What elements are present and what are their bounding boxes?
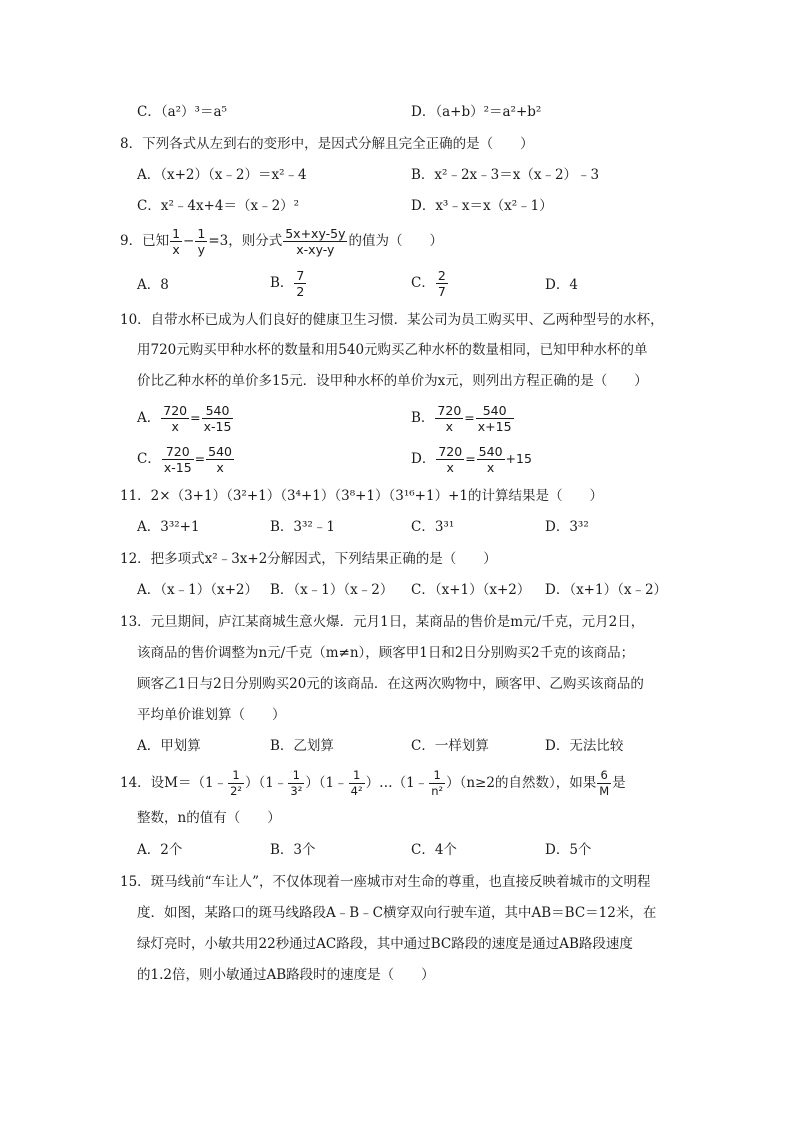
q7-option-d: D．（a+b）²＝a²+b² <box>411 104 542 120</box>
q15-line-2: 度．如图，某路口的斑马线路段A﹣B﹣C横穿双向行驶车道，其中AB＝BC＝12米，在 <box>137 905 657 921</box>
q7-option-c: C．（a²）³＝a⁵ <box>137 104 227 120</box>
q9-stem: 9．已知 $\frac{1}{x}$ − $\frac{1}{y}$ =3，则分式 $\frac{5x+xy-5y}{x-xy-y}$ 的值为（ ） <box>120 226 443 257</box>
q9-option-d: D．4 <box>545 277 578 293</box>
q15-line-1: 15．斑马线前“车让人”，不仅体现着一座城市对生命的尊重，也直接反映着城市的文明程 <box>120 874 651 890</box>
q10-line-2: 用720元购买甲种水杯的数量和用540元购买乙种水杯的数量相同，已知甲种水杯的单 <box>137 342 648 358</box>
q10-option-c: C． $\frac{720}{x-15}$ = $\frac{540}{x}$ <box>137 444 233 475</box>
q10-line-3: 价比乙种水杯的单价多15元．设甲种水杯的单价为x元，则列出方程正确的是（ ） <box>137 373 648 389</box>
q9-option-b: B． $\frac{7}{2}$ <box>270 268 305 299</box>
q9-option-a: A．8 <box>137 277 169 293</box>
q12-option-d: D．（x+1）（x﹣2） <box>545 582 668 598</box>
q12-option-c: C．（x+1）（x+2） <box>411 582 531 598</box>
q13-option-d: D．无法比较 <box>545 738 624 754</box>
q8-option-c: C．x²﹣4x+4＝（x﹣2）² <box>137 198 300 214</box>
q13-line-2: 该商品的售价调整为n元/千克（m≠n），顾客甲1日和2日分别购买2千克的该商品； <box>137 645 635 661</box>
q10-option-b: B． $\frac{720}{x}$ = $\frac{540}{x+15}$ <box>411 403 512 434</box>
q13-line-1: 13．元旦期间，庐江某商城生意火爆．元月1日，某商品的售价是m元/千克，元月2日， <box>120 614 645 630</box>
q12-option-b: B．（x﹣1）（x﹣2） <box>270 582 394 598</box>
q11-option-c: C．3³¹ <box>411 519 455 535</box>
q9-fraction-expression: $\frac{5x+xy-5y}{x-xy-y}$ <box>285 226 346 257</box>
q12-stem: 12．把多项式x²﹣3x+2分解因式，下列结果正确的是（ ） <box>120 551 497 567</box>
q13-option-a: A．甲划算 <box>137 738 201 754</box>
q11-option-a: A．3³²+1 <box>137 519 200 535</box>
q8-option-a: A．（x+2）（x﹣2）＝x²﹣4 <box>137 167 307 183</box>
q10-line-1: 10．自带水杯已成为人们良好的健康卫生习惯．某公司为员工购买甲、乙两种型号的水杯， <box>120 312 664 328</box>
q9-fraction-1: $\frac{1}{x}$ <box>172 226 181 257</box>
q11-option-b: B．3³²﹣1 <box>270 519 335 535</box>
q11-option-d: D．3³² <box>545 519 589 535</box>
q10-option-d: D． $\frac{720}{x}$ = $\frac{540}{x}$ +15 <box>411 444 532 475</box>
q13-line-4: 平均单价谁划算（ ） <box>137 707 286 723</box>
q13-line-3: 顾客乙1日与2日分别购买20元的该商品．在这两次购物中，顾客甲、乙购买该商品的 <box>137 676 644 692</box>
q14-ratio: $\frac{6}{M}$ <box>599 768 610 798</box>
q12-option-a: A．（x﹣1）（x+2） <box>137 582 258 598</box>
q13-option-c: C．一样划算 <box>411 738 489 754</box>
q14-term-3: $\frac{1}{\text{4²}}$ <box>350 768 363 798</box>
q8-option-b: B．x²﹣2x﹣3＝x（x﹣2）﹣3 <box>411 167 600 183</box>
q14-option-d: D．5个 <box>545 842 592 858</box>
q15-line-3: 绿灯亮时，小敏共用22秒通过AC路段，其中通过BC路段的速度是通过AB路段速度 <box>137 936 633 952</box>
q14-option-a: A．2个 <box>137 842 183 858</box>
q14-term-1: $\frac{1}{\text{2²}}$ <box>230 768 243 798</box>
q15-line-4: 的1.2倍，则小敏通过AB路段时的速度是（ ） <box>137 967 435 983</box>
q14-option-b: B．3个 <box>270 842 316 858</box>
q11-stem: 11．2×（3+1）（3²+1）（3⁴+1）（3⁸+1）（3¹⁶+1）+1的计算结果是（ ） <box>120 488 603 504</box>
q14-stem: 14．设M＝（1﹣ $\frac{1}{\text{2²}}$ ）（1﹣ $\frac{1}{\text{3²}}$ ）（1﹣ $\frac{1}{\text{4²}}$ ）…（1﹣ $\frac{1}{\text{n²}}$ ）（n≥2的自然数），如果 $\frac{6}{M}$ 是 <box>120 768 626 798</box>
q9-prefix: 9．已知 <box>120 233 170 249</box>
q10-option-a: A． $\frac{720}{x}$ = $\frac{540}{x-15}$ <box>137 403 232 434</box>
q14-term-n: $\frac{1}{\text{n²}}$ <box>431 768 444 798</box>
q9-fraction-2: $\frac{1}{y}$ <box>197 226 206 257</box>
q9-option-c: C． $\frac{2}{7}$ <box>411 268 446 299</box>
q13-option-b: B．乙划算 <box>270 738 334 754</box>
q8-stem: 8．下列各式从左到右的变形中，是因式分解且完全正确的是（ ） <box>120 136 534 152</box>
q14-term-2: $\frac{1}{\text{3²}}$ <box>290 768 303 798</box>
q8-option-d: D．x³﹣x＝x（x²﹣1） <box>411 198 553 214</box>
q14-option-c: C．4个 <box>411 842 457 858</box>
q14-line-2: 整数，n的值有（ ） <box>137 810 281 826</box>
